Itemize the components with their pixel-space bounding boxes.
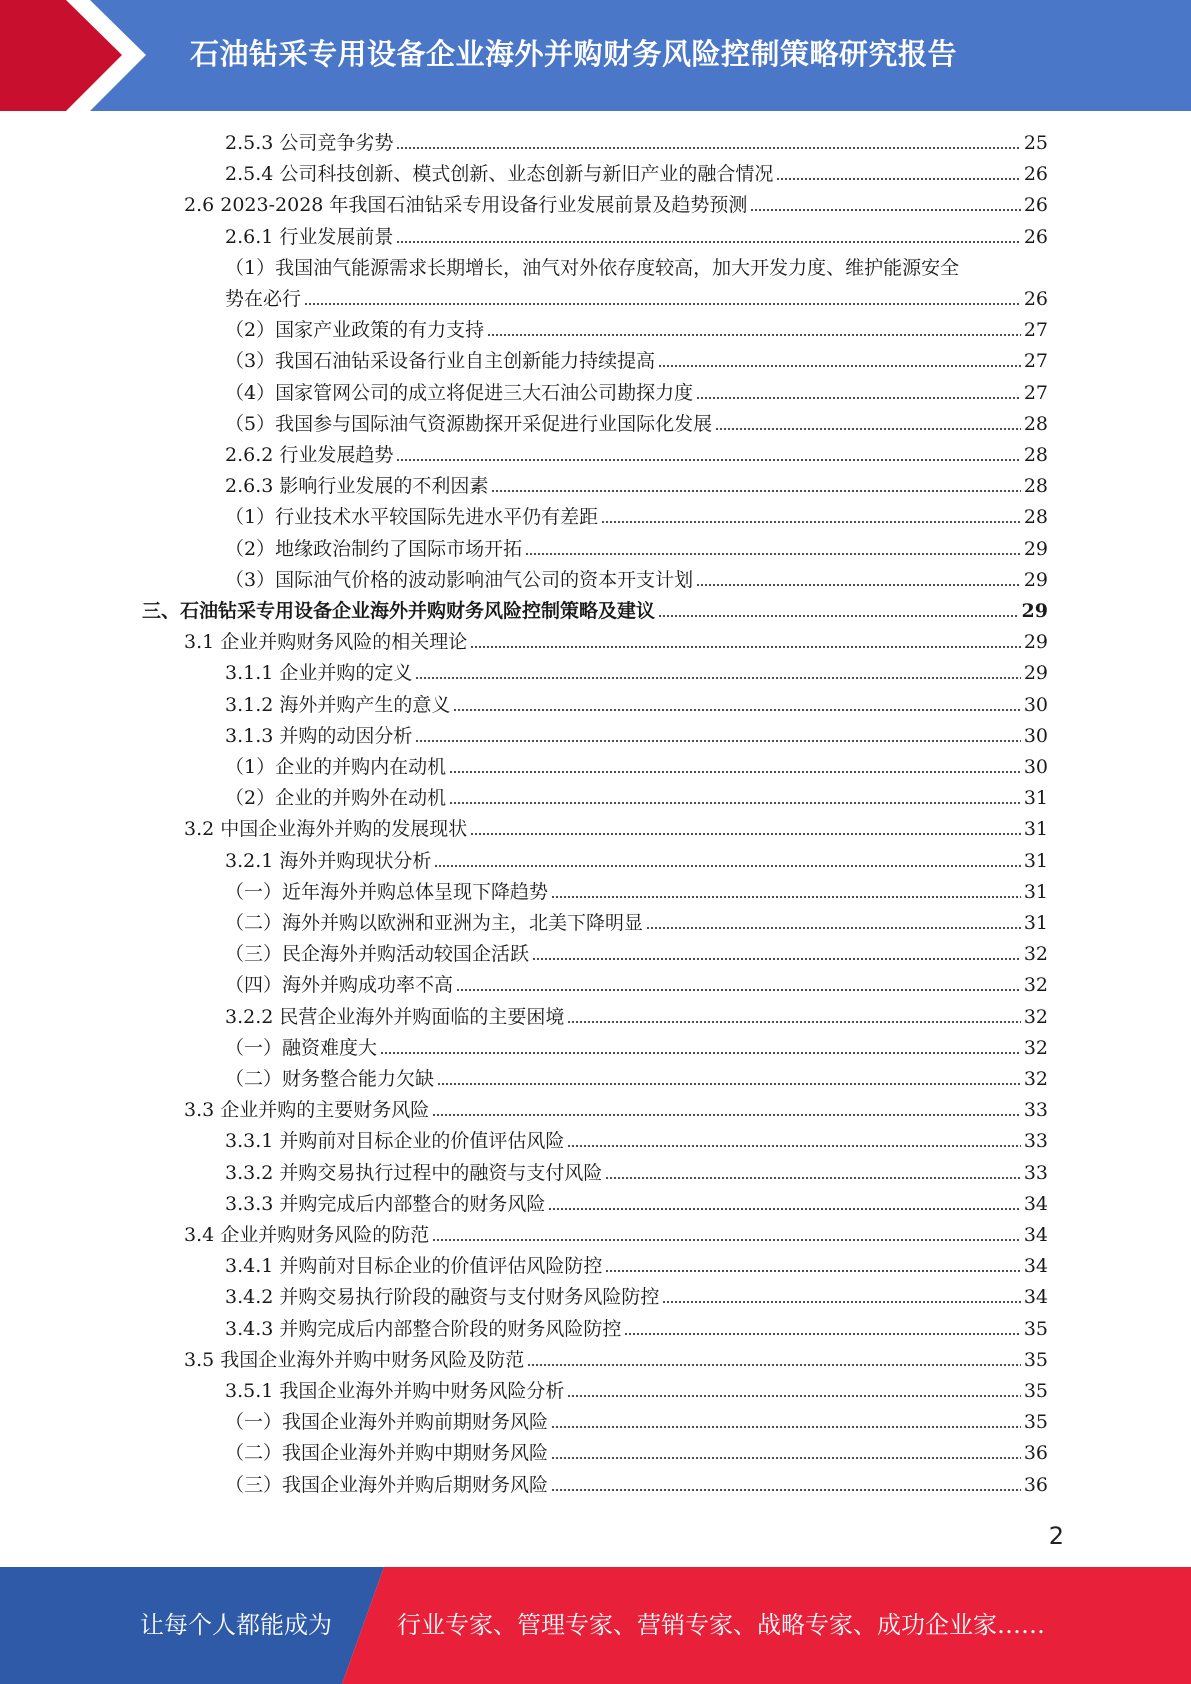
toc-entry[interactable] xyxy=(225,284,1048,315)
toc-entry-text: （3）国际油气价格的波动影响油气公司的资本开支计划 xyxy=(225,569,694,591)
dot-leader xyxy=(396,236,1020,244)
dot-leader xyxy=(456,984,1021,992)
toc-entry-page: 36 xyxy=(1023,1442,1048,1464)
toc-entry-text: （3）我国石油钻采设备行业自主创新能力持续提高 xyxy=(225,350,656,372)
toc-entry[interactable] xyxy=(225,1126,1048,1157)
toc-entry-text: 2.6.3 影响行业发展的不利因素 xyxy=(225,475,489,497)
toc-entry[interactable] xyxy=(225,783,1048,814)
toc-entry-text: 3.3 企业并购的主要财务风险 xyxy=(184,1099,430,1121)
toc-entry-page: 33 xyxy=(1023,1130,1048,1152)
toc-entry[interactable] xyxy=(225,846,1048,877)
toc-entry-page: 27 xyxy=(1023,350,1048,372)
dot-leader xyxy=(548,1203,1020,1211)
dot-leader xyxy=(437,1078,1021,1086)
dot-leader xyxy=(380,1047,1021,1055)
toc-entry-text: 3.2.1 海外并购现状分析 xyxy=(225,850,432,872)
dot-leader xyxy=(776,173,1020,181)
toc-entry-text: （三）民企海外并购活动较国企活跃 xyxy=(225,943,530,965)
toc-entry[interactable] xyxy=(225,1376,1048,1407)
toc-entry-text[interactable]: （1）我国油气能源需求长期增长，油气对外依存度较高，加大开发力度、维护能源安全 xyxy=(225,257,960,279)
toc-entry-page: 26 xyxy=(1023,194,1048,216)
toc-entry-page: 26 xyxy=(1023,163,1048,185)
dot-leader xyxy=(470,828,1021,836)
toc-entry-text: （一）近年海外并购总体呈现下降趋势 xyxy=(225,881,549,903)
toc-entry-page: 29 xyxy=(1023,569,1048,591)
toc-entry-page: 29 xyxy=(1023,631,1048,653)
toc-entry-text: 3.1.3 并购的动因分析 xyxy=(225,725,413,747)
dot-leader xyxy=(567,1016,1020,1024)
toc-entry-page: 35 xyxy=(1023,1349,1048,1371)
toc-entry[interactable] xyxy=(225,877,1048,908)
toc-entry-text: （5）我国参与国际油气资源勘探开采促进行业国际化发展 xyxy=(225,413,713,435)
toc-entry-page: 30 xyxy=(1023,694,1048,716)
dot-leader xyxy=(432,1109,1021,1117)
toc-entry-text: 3.5 我国企业海外并购中财务风险及防范 xyxy=(184,1349,525,1371)
toc-entry[interactable] xyxy=(225,908,1048,939)
dot-leader xyxy=(646,922,1021,930)
toc-entry-text: （一）我国企业海外并购前期财务风险 xyxy=(225,1411,549,1433)
toc-entry-page: 31 xyxy=(1023,850,1048,872)
toc-entry-text: 3.4.3 并购完成后内部整合阶段的财务风险防控 xyxy=(225,1318,622,1340)
toc-entry[interactable] xyxy=(184,627,1048,658)
toc-entry-page: 33 xyxy=(1023,1162,1048,1184)
toc-entry-page: 33 xyxy=(1023,1099,1048,1121)
toc-entry-page: 31 xyxy=(1023,818,1048,840)
toc-entry-page: 27 xyxy=(1023,319,1048,341)
dot-leader xyxy=(415,672,1020,680)
toc-entry-text: 2.6.1 行业发展前景 xyxy=(225,226,394,248)
dot-leader xyxy=(491,485,1020,493)
toc-entry[interactable] xyxy=(225,1064,1048,1095)
toc-entry-page: 31 xyxy=(1023,912,1048,934)
dot-leader xyxy=(658,610,1019,618)
dot-leader xyxy=(434,860,1020,868)
toc-entry-page: 28 xyxy=(1023,413,1048,435)
toc-entry[interactable] xyxy=(225,690,1048,721)
toc-entry-text: 3.1 企业并购财务风险的相关理论 xyxy=(184,631,468,653)
toc-entry-page: 30 xyxy=(1023,725,1048,747)
toc-entry[interactable] xyxy=(184,190,1048,221)
toc-entry-text: 3.4.1 并购前对目标企业的价值评估风险防控 xyxy=(225,1255,603,1277)
toc-entry[interactable] xyxy=(225,222,1048,253)
toc-entry-text: 3.1.2 海外并购产生的意义 xyxy=(225,694,451,716)
dot-leader xyxy=(605,1265,1020,1273)
dot-leader xyxy=(658,360,1021,368)
toc-entry-text: 3.3.2 并购交易执行过程中的融资与支付风险 xyxy=(225,1162,603,1184)
dot-leader xyxy=(551,1452,1021,1460)
toc-entry-page: 29 xyxy=(1023,662,1048,684)
dot-leader xyxy=(624,1328,1020,1336)
toc-entry[interactable] xyxy=(225,128,1048,159)
toc-entry[interactable] xyxy=(225,1470,1048,1501)
toc-entry-text: （四）海外并购成功率不高 xyxy=(225,974,454,996)
dot-leader xyxy=(696,392,1021,400)
header-arrow-decoration xyxy=(0,0,170,111)
toc-entry-text: （1）行业技术水平较国际先进水平仍有差距 xyxy=(225,506,599,528)
toc-entry-page: 29 xyxy=(1023,538,1048,560)
toc-entry-text: 3.1.1 企业并购的定义 xyxy=(225,662,413,684)
toc-entry[interactable] xyxy=(225,1251,1048,1282)
toc-entry-text: 3.2.2 民营企业海外并购面临的主要困境 xyxy=(225,1006,565,1028)
dot-leader xyxy=(605,1172,1020,1180)
toc-entry-text: 2.5.4 公司科技创新、模式创新、业态创新与新旧产业的融合情况 xyxy=(225,163,774,185)
toc-entry[interactable] xyxy=(184,1220,1048,1251)
dot-leader xyxy=(449,797,1021,805)
toc-entry-text: （三）我国企业海外并购后期财务风险 xyxy=(225,1474,549,1496)
toc-entry[interactable] xyxy=(225,440,1048,471)
toc-entry-text: （一）融资难度大 xyxy=(225,1037,378,1059)
dot-leader xyxy=(715,423,1021,431)
toc-entry[interactable] xyxy=(225,752,1048,783)
dot-leader xyxy=(532,953,1021,961)
footer-slogan-right: 行业专家、管理专家、营销专家、战略专家、成功企业家…… xyxy=(397,1611,1045,1639)
toc-entry-page: 27 xyxy=(1023,382,1048,404)
dot-leader xyxy=(567,1140,1020,1148)
toc-entry-text: 势在必行 xyxy=(225,288,302,310)
toc-entry[interactable] xyxy=(225,1314,1048,1345)
toc-entry-page: 35 xyxy=(1023,1411,1048,1433)
dot-leader xyxy=(304,298,1021,306)
toc-entry-page: 36 xyxy=(1023,1474,1048,1496)
toc-entry-page: 32 xyxy=(1023,1037,1048,1059)
toc-entry[interactable] xyxy=(225,970,1048,1001)
toc-entry[interactable] xyxy=(225,1438,1048,1469)
dot-leader xyxy=(551,891,1021,899)
toc-entry-text: 2.6.2 行业发展趋势 xyxy=(225,444,394,466)
dot-leader xyxy=(525,548,1021,556)
dot-leader xyxy=(415,735,1020,743)
page-footer xyxy=(0,1567,1191,1684)
toc-entry[interactable] xyxy=(184,1345,1048,1376)
toc-entry[interactable] xyxy=(225,1158,1048,1189)
toc-entry[interactable] xyxy=(225,346,1048,377)
dot-leader xyxy=(453,704,1020,712)
toc-entry-page: 32 xyxy=(1023,1006,1048,1028)
toc-entry[interactable] xyxy=(225,1033,1048,1064)
toc-entry-text: 3.3.1 并购前对目标企业的价值评估风险 xyxy=(225,1130,565,1152)
toc-entry-text: 2.5.3 公司竞争劣势 xyxy=(225,132,394,154)
toc-entry-text: 2.6 2023-2028 年我国石油钻采专用设备行业发展前景及趋势预测 xyxy=(184,194,748,216)
toc-entry[interactable] xyxy=(225,939,1048,970)
dot-leader xyxy=(551,1484,1021,1492)
toc-entry[interactable] xyxy=(225,471,1048,502)
toc-entry-page: 32 xyxy=(1023,974,1048,996)
toc-entry-page: 30 xyxy=(1023,756,1048,778)
toc-entry-page: 35 xyxy=(1023,1380,1048,1402)
toc-entry-page: 34 xyxy=(1023,1255,1048,1277)
toc-entry-text: 3.3.3 并购完成后内部整合的财务风险 xyxy=(225,1193,546,1215)
toc-entry-page: 28 xyxy=(1023,475,1048,497)
toc-entry[interactable] xyxy=(225,315,1048,346)
toc-entry-page: 32 xyxy=(1023,943,1048,965)
toc-entry-page: 32 xyxy=(1023,1068,1048,1090)
toc-entry[interactable] xyxy=(184,814,1048,845)
toc-entry[interactable] xyxy=(225,534,1048,565)
toc-entry-text: （2）国家产业政策的有力支持 xyxy=(225,319,485,341)
toc-entry-text: （1）企业的并购内在动机 xyxy=(225,756,447,778)
toc-entry-text: 3.4 企业并购财务风险的防范 xyxy=(184,1224,430,1246)
toc-entry-page: 35 xyxy=(1023,1318,1048,1340)
toc-entry-page: 28 xyxy=(1023,444,1048,466)
toc-entry-page: 31 xyxy=(1023,881,1048,903)
footer-slogan-left: 让每个人都能成为 xyxy=(140,1611,332,1639)
toc-entry-page: 28 xyxy=(1023,506,1048,528)
dot-leader xyxy=(487,329,1021,337)
toc-entry-text: 三、石油钻采专用设备企业海外并购财务风险控制策略及建议 xyxy=(142,600,656,622)
toc-entry-text: （4）国家管网公司的成立将促进三大石油公司勘探力度 xyxy=(225,382,694,404)
toc-entry[interactable] xyxy=(225,409,1048,440)
toc-entry-text: 3.5.1 我国企业海外并购中财务风险分析 xyxy=(225,1380,565,1402)
dot-leader xyxy=(396,142,1020,150)
toc-entry[interactable] xyxy=(225,565,1048,596)
toc-entry[interactable] xyxy=(225,1407,1048,1438)
toc-entry[interactable] xyxy=(225,502,1048,533)
toc-entry[interactable] xyxy=(225,1189,1048,1220)
toc-entry[interactable] xyxy=(225,378,1048,409)
toc-entry-text: （2）企业的并购外在动机 xyxy=(225,787,447,809)
dot-leader xyxy=(432,1234,1021,1242)
dot-leader xyxy=(696,579,1021,587)
report-title: 石油钻采专用设备企业海外并购财务风险控制策略研究报告 xyxy=(190,37,958,71)
page-header xyxy=(0,0,1191,111)
toc-entry[interactable] xyxy=(225,1002,1048,1033)
toc-entry[interactable] xyxy=(225,1282,1048,1313)
dot-leader xyxy=(470,641,1021,649)
dot-leader xyxy=(551,1421,1021,1429)
toc-entry[interactable] xyxy=(184,1095,1048,1126)
toc-entry[interactable] xyxy=(225,721,1048,752)
dot-leader xyxy=(396,454,1020,462)
dot-leader xyxy=(750,204,1020,212)
toc-entry-text: 3.2 中国企业海外并购的发展现状 xyxy=(184,818,468,840)
dot-leader xyxy=(527,1359,1021,1367)
page-number: 2 xyxy=(1048,1522,1064,1550)
dot-leader xyxy=(601,516,1021,524)
toc-entry[interactable] xyxy=(225,658,1048,689)
toc-entry-page: 29 xyxy=(1021,600,1048,622)
toc-entry-page: 34 xyxy=(1023,1286,1048,1308)
toc-entry-text: 3.4.2 并购交易执行阶段的融资与支付财务风险防控 xyxy=(225,1286,660,1308)
toc-entry[interactable] xyxy=(225,159,1048,190)
toc-entry-text: （二）财务整合能力欠缺 xyxy=(225,1068,435,1090)
toc-entry-page: 26 xyxy=(1023,226,1048,248)
toc-entry-page: 25 xyxy=(1023,132,1048,154)
toc-entry-page: 34 xyxy=(1023,1193,1048,1215)
dot-leader xyxy=(449,766,1021,774)
toc-entry-page: 26 xyxy=(1023,288,1048,310)
dot-leader xyxy=(567,1390,1020,1398)
toc-entry-text: （2）地缘政治制约了国际市场开拓 xyxy=(225,538,523,560)
toc-entry-page: 31 xyxy=(1023,787,1048,809)
toc-entry-text: （二）我国企业海外并购中期财务风险 xyxy=(225,1442,549,1464)
toc-entry-page: 34 xyxy=(1023,1224,1048,1246)
toc-entry[interactable] xyxy=(142,596,1048,627)
dot-leader xyxy=(662,1296,1020,1304)
toc-entry-text: （二）海外并购以欧洲和亚洲为主，北美下降明显 xyxy=(225,912,644,934)
